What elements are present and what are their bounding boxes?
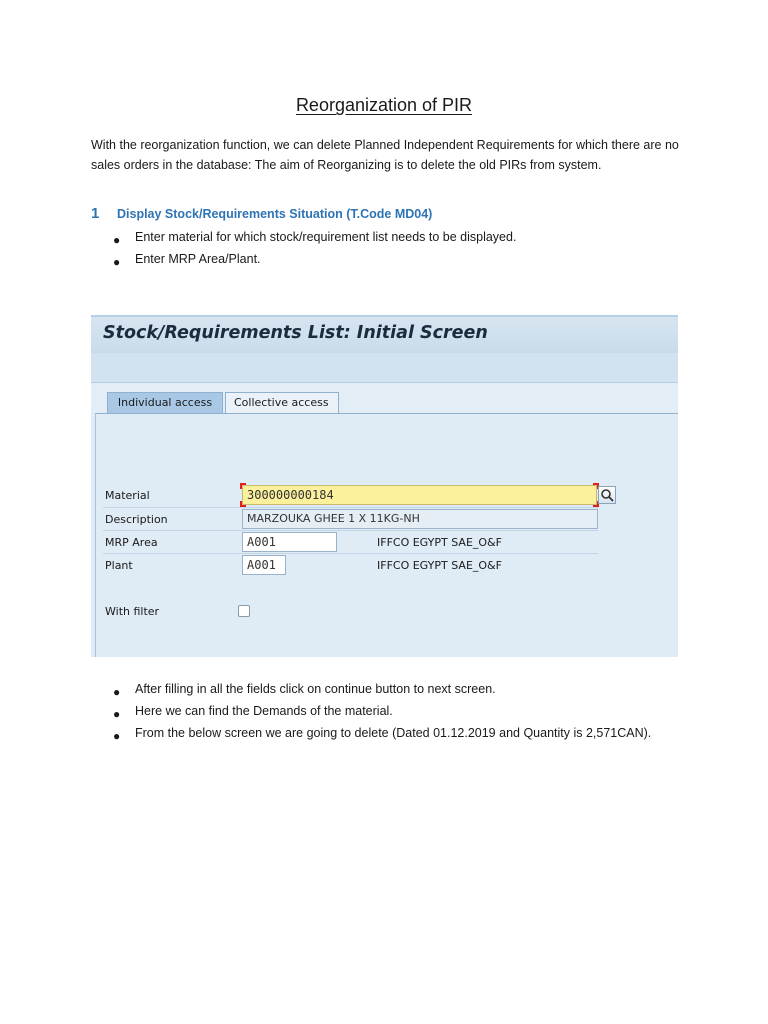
- plant-input[interactable]: A001: [242, 555, 286, 575]
- sap-screenshot: [91, 315, 678, 657]
- mrp-area-input[interactable]: A001: [242, 532, 337, 552]
- sap-form: [95, 413, 678, 657]
- bullets-after: [0, 680, 651, 746]
- divider: [103, 507, 598, 508]
- list-item: [0, 680, 651, 702]
- bullet-icon: ●: [113, 707, 121, 721]
- sap-screen-title: Stock/Requirements List: Initial Screen: [103, 323, 488, 343]
- required-corner-tl: [240, 483, 246, 489]
- with-filter-checkbox[interactable]: [238, 605, 250, 617]
- document-title: Reorganization of PIR: [295, 95, 473, 115]
- bullet-icon: ●: [113, 729, 121, 743]
- description-field: MARZOUKA GHEE 1 X 11KG-NH: [242, 509, 598, 529]
- list-item: [0, 702, 651, 724]
- step-heading: [91, 205, 432, 222]
- divider: [103, 530, 598, 531]
- divider: [103, 553, 598, 554]
- plant-label: Plant: [105, 559, 133, 572]
- list-item-text: Enter MRP Area/Plant.: [135, 252, 261, 266]
- sap-title-bar: [91, 315, 678, 353]
- mrp-area-text: IFFCO EGYPT SAE_O&F: [377, 536, 502, 549]
- mrp-area-label: MRP Area: [105, 536, 158, 549]
- plant-text: IFFCO EGYPT SAE_O&F: [377, 559, 502, 572]
- tab-collective-access[interactable]: Collective access: [225, 392, 339, 413]
- bullets-before: [0, 228, 516, 272]
- list-item: [0, 250, 516, 272]
- material-input[interactable]: 300000000184: [242, 485, 597, 505]
- list-item-text: After filling in all the fields click on continue button to next screen.: [135, 682, 496, 696]
- list-item-text: Enter material for which stock/requirement list needs to be displayed.: [135, 230, 517, 244]
- tab-individual-access[interactable]: Individual access: [107, 392, 223, 413]
- with-filter-label: With filter: [105, 605, 160, 618]
- list-item-text: Here we can find the Demands of the material.: [135, 704, 393, 718]
- list-item: [0, 724, 651, 746]
- intro-paragraph: With the reorganization function, we can delete Planned Independent Requirements for which there are no sales orders in the database: The aim of Reorganizing is to delete the old PIRs from system.: [91, 138, 679, 172]
- magnifier-icon: [599, 487, 615, 503]
- bullet-icon: ●: [113, 685, 121, 699]
- sap-toolbar: [91, 353, 678, 383]
- bullet-icon: ●: [113, 255, 121, 269]
- step-heading-text: Display Stock/Requirements Situation (T.Code MD04): [117, 207, 433, 221]
- list-item-text: From the below screen we are going to delete (Dated 01.12.2019 and Quantity is 2,571CAN).: [135, 726, 652, 740]
- sap-tabstrip: [91, 383, 678, 413]
- step-number: 1: [91, 205, 100, 222]
- description-label: Description: [105, 513, 168, 526]
- bullet-icon: ●: [113, 233, 121, 247]
- material-label: Material: [105, 489, 150, 502]
- material-search-button[interactable]: [598, 486, 616, 504]
- list-item: [0, 228, 516, 250]
